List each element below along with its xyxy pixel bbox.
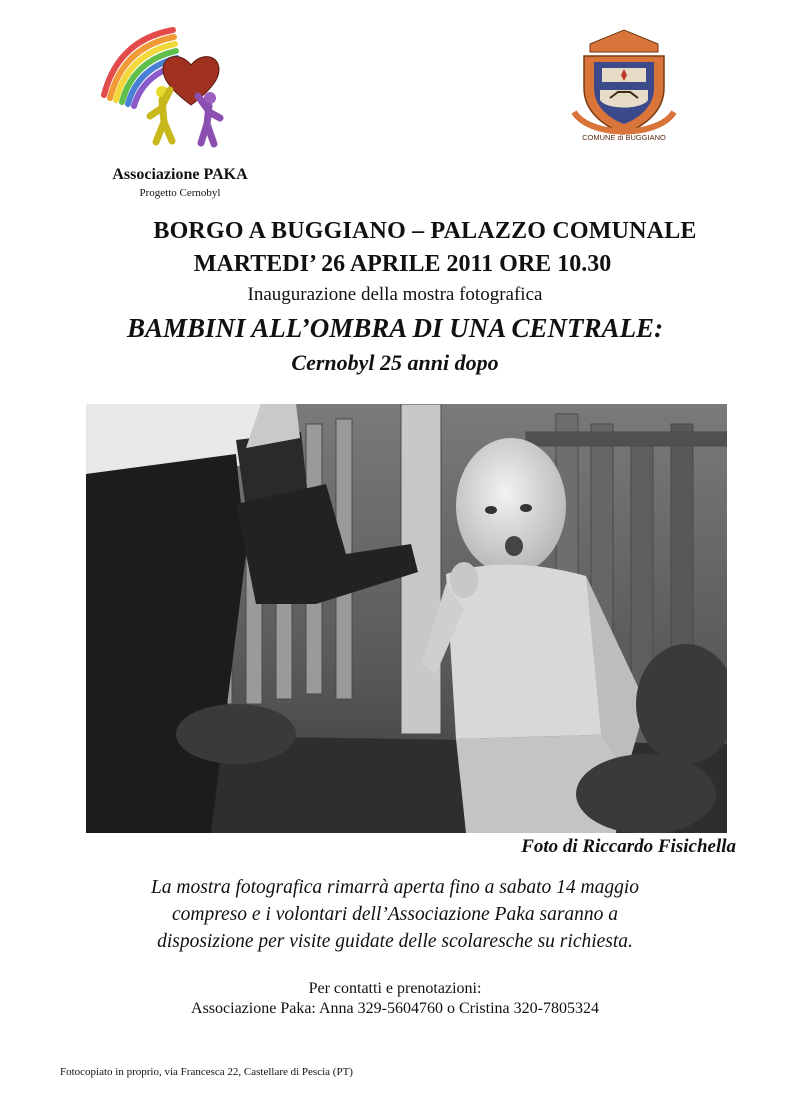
exhibition-title: BAMBINI ALL’OMBRA DI UNA CENTRALE: — [126, 313, 664, 343]
org-subtitle: Progetto Cernobyl — [139, 187, 221, 199]
comune-crest — [570, 26, 678, 144]
contacts-label: Per contatti e prenotazioni: — [308, 980, 482, 997]
exhibition-subtitle: Cernobyl 25 anni dopo — [291, 350, 499, 375]
info-line-3: disposizione per visite guidate delle scolaresche su richiesta. — [157, 931, 633, 952]
exhibition-photo — [86, 404, 727, 833]
contacts-line: Associazione Paka: Anna 329-5604760 o Cristina 320-7805324 — [191, 1000, 599, 1017]
event-venue: BORGO A BUGGIANO – PALAZZO COMUNALE — [153, 218, 697, 244]
crest-label: COMUNE di BUGGIANO — [582, 133, 666, 142]
photo-credit: Foto di Riccardo Fisichella — [521, 836, 736, 857]
figure-yellow-icon — [150, 86, 172, 142]
event-date: MARTEDI’ 26 APRILE 2011 ORE 10.30 — [193, 251, 612, 277]
paka-logo — [98, 20, 228, 148]
exhibition-info — [0, 874, 790, 955]
org-name: Associazione PAKA — [112, 166, 248, 183]
event-inauguration: Inaugurazione della mostra fotografica — [247, 284, 543, 305]
figure-purple-icon — [198, 92, 220, 144]
info-line-2: compreso e i volontari dell’Associazione Paka saranno a — [171, 904, 619, 925]
footer-note: Fotocopiato in proprio, via Francesca 22, Castellare di Pescia (PT) — [60, 1066, 353, 1078]
info-line-1: La mostra fotografica rimarrà aperta fino a sabato 14 maggio — [150, 877, 640, 898]
